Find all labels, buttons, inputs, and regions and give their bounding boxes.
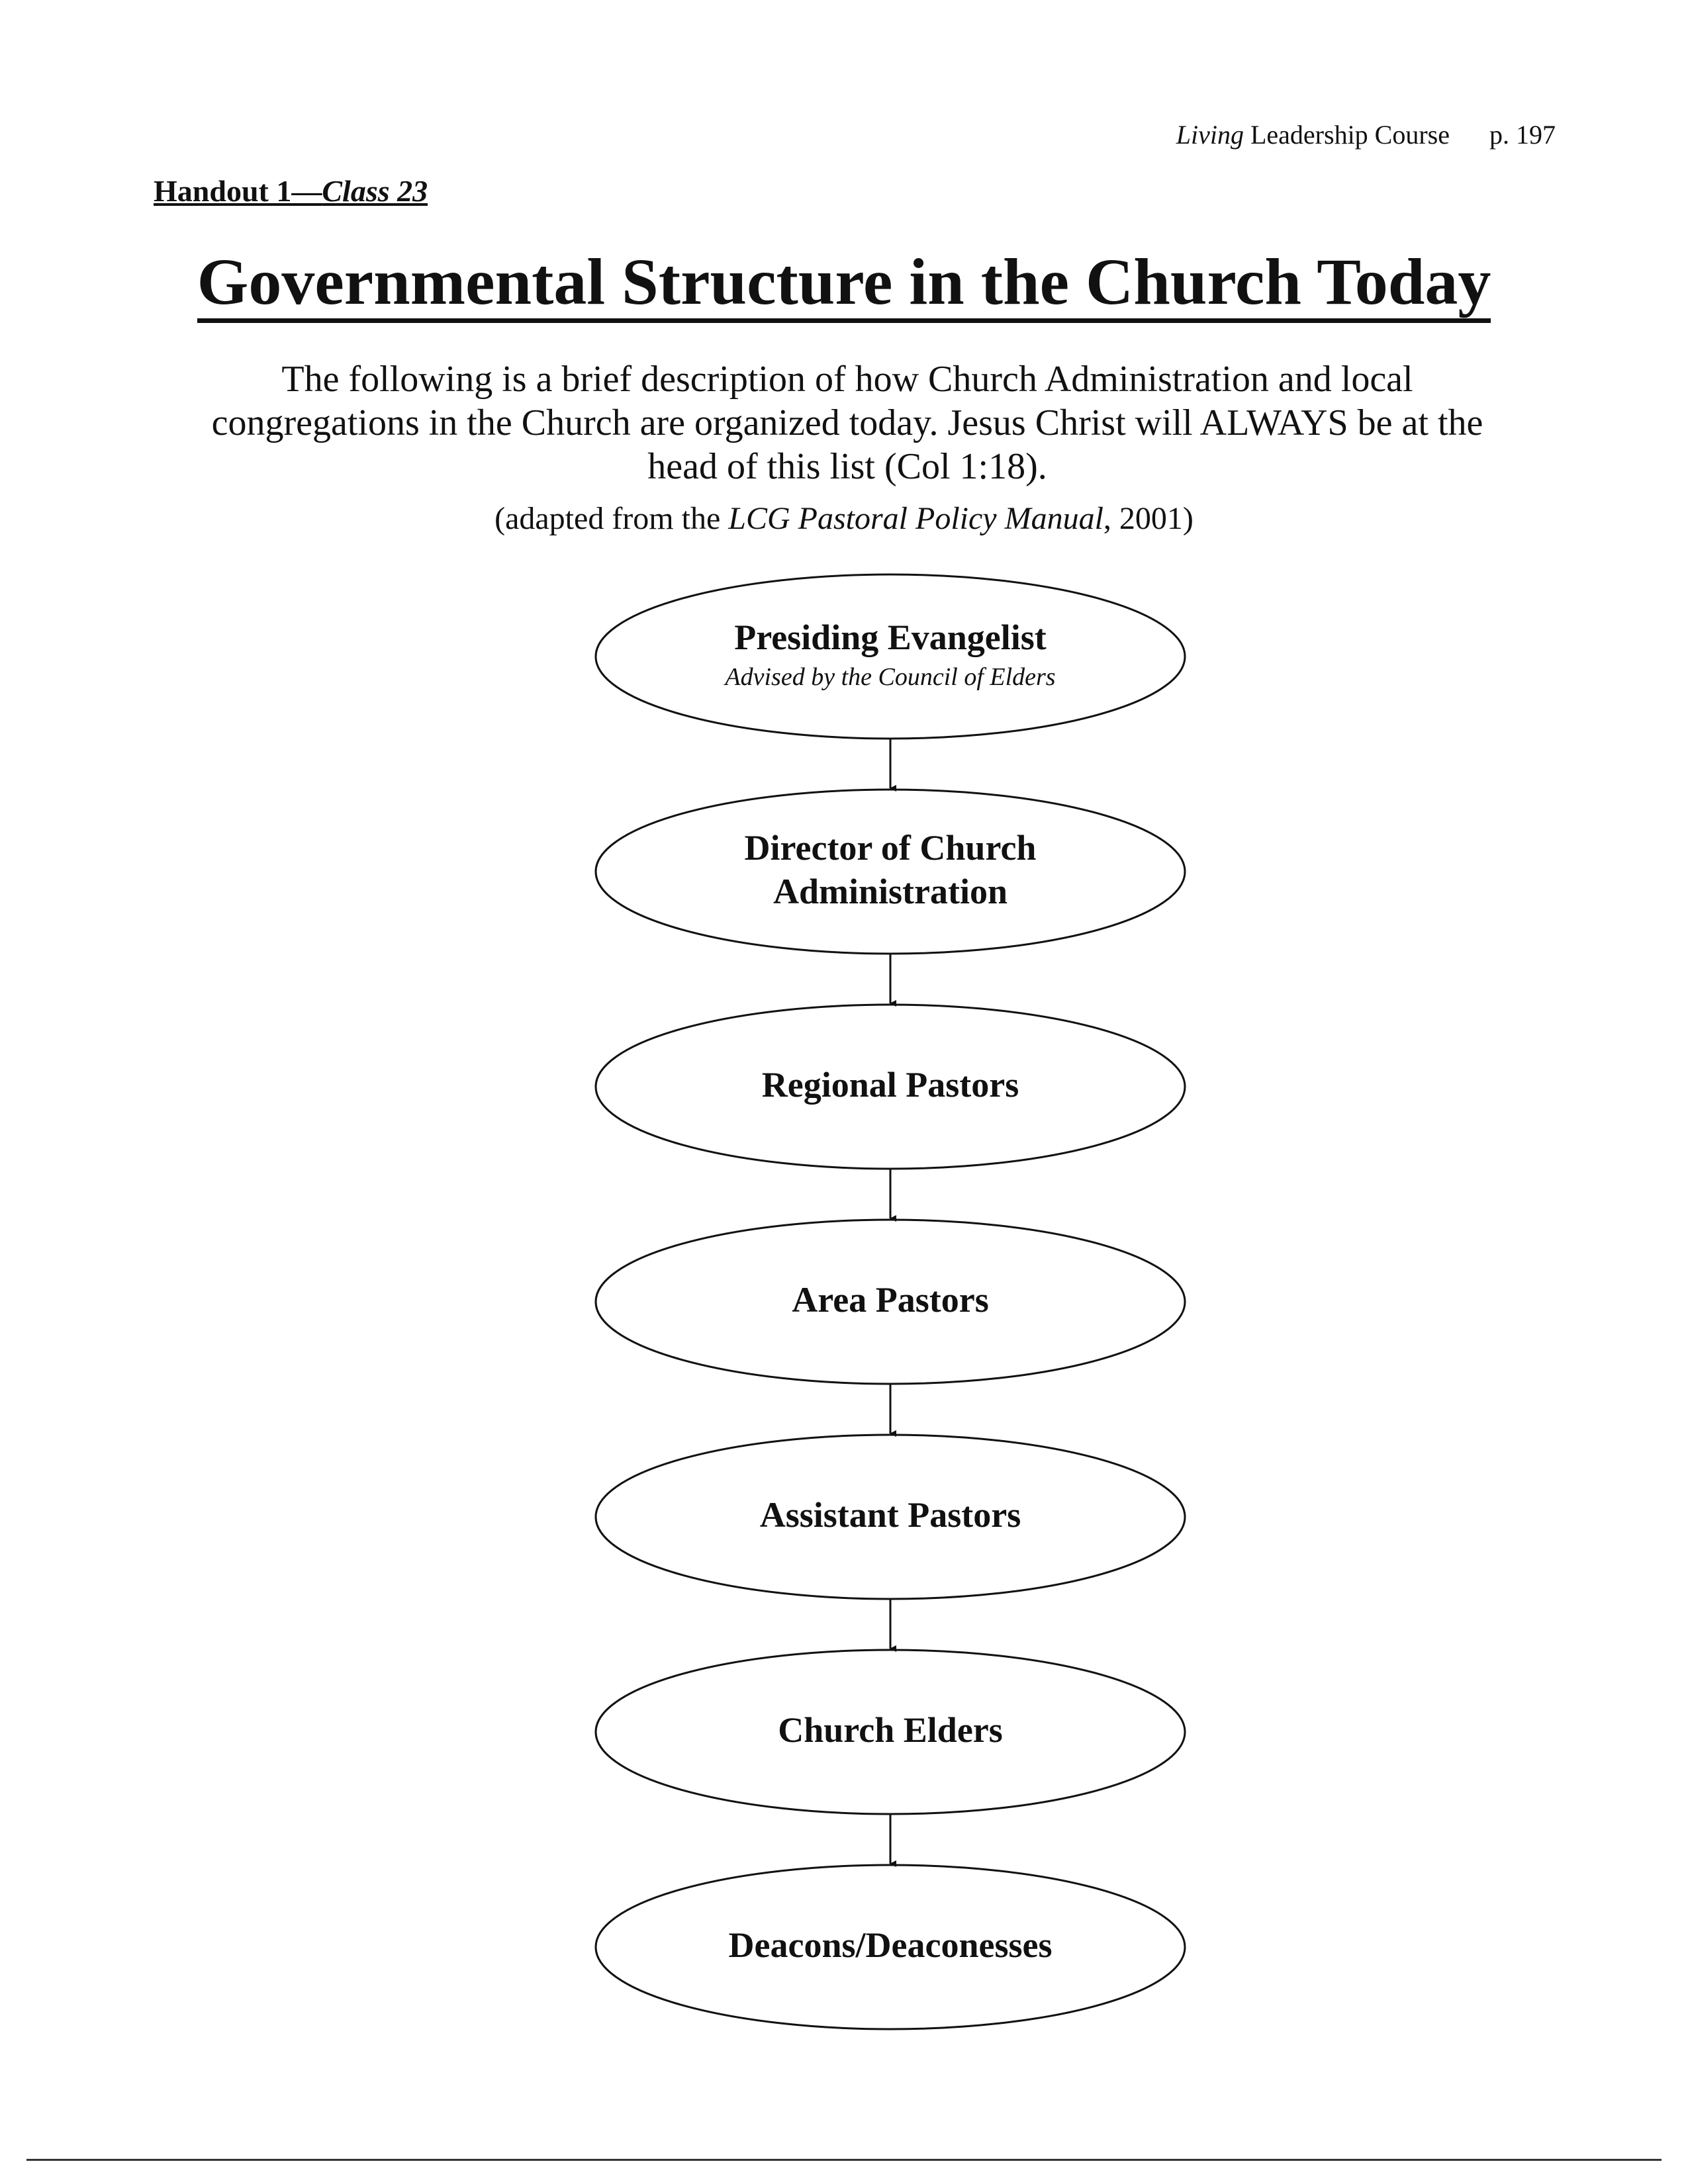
node-label: Assistant Pastors	[759, 1495, 1021, 1535]
course-name-italic: Living	[1176, 120, 1244, 150]
intro-line: head of this list (Col 1:18).	[647, 446, 1047, 487]
bottom-rule	[26, 2159, 1662, 2161]
hierarchy-node	[596, 790, 1185, 954]
node-sublabel: Advised by the Council of Elders	[725, 663, 1056, 691]
node-label: Administration	[773, 872, 1008, 911]
source-suffix: , 2001)	[1103, 501, 1194, 536]
intro-line: The following is a brief description of how Church Administration and local	[281, 359, 1413, 400]
node-label: Area Pastors	[792, 1280, 989, 1320]
node-label: Regional Pastors	[761, 1065, 1019, 1105]
hierarchy-node	[596, 1650, 1185, 1814]
class-number: Class 23	[322, 174, 428, 208]
handout-number: Handout 1—	[154, 174, 322, 208]
node-label: Director of Church	[744, 828, 1037, 868]
page-title: Governmental Structure in the Church Today	[0, 244, 1688, 320]
hierarchy-node	[596, 574, 1185, 739]
node-label: Presiding Evangelist	[734, 617, 1047, 657]
intro-line: congregations in the Church are organized today. Jesus Christ will ALWAYS be at the	[211, 402, 1483, 443]
page-number: p. 197	[1489, 120, 1556, 150]
node-label: Deacons/Deaconesses	[728, 1925, 1053, 1965]
hierarchy-node	[596, 1435, 1185, 1599]
hierarchy-node	[596, 1220, 1185, 1384]
hierarchy-node	[596, 1865, 1185, 2029]
hierarchy-node	[596, 1005, 1185, 1169]
source-title: LCG Pastoral Policy Manual	[728, 501, 1103, 536]
course-name: Leadership Course	[1243, 120, 1450, 150]
node-label: Church Elders	[778, 1710, 1003, 1750]
source-prefix: (adapted from the	[494, 501, 729, 536]
